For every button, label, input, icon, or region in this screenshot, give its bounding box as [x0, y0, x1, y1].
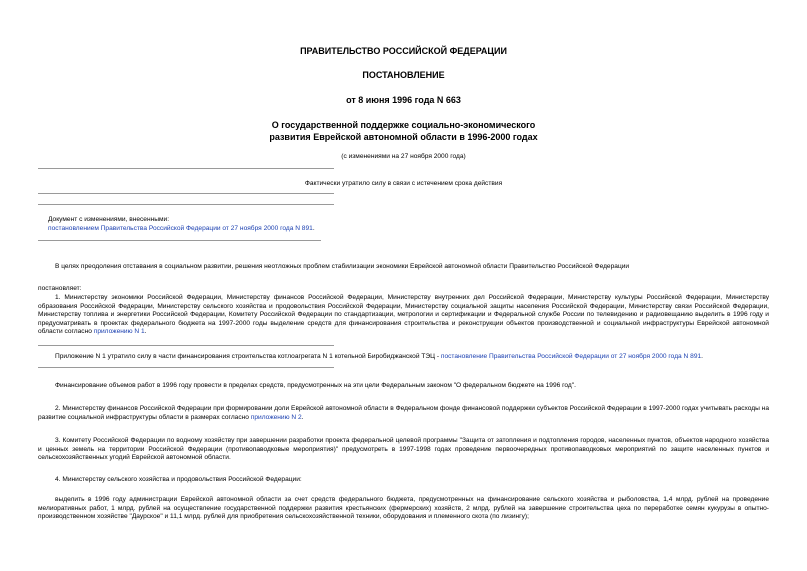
amendments-note: (с изменениями на 27 ноября 2000 года)	[341, 153, 466, 160]
title-line-1: О государственной поддержке социально-экономического	[271, 120, 536, 130]
title-line-2: развития Еврейской автономной области в 1996-2000 годах	[269, 132, 538, 142]
paragraph-4: 4. Министерству сельского хозяйства и продовольствия Российской Федерации:	[55, 476, 302, 483]
decree-word: постановляет:	[38, 285, 82, 292]
paragraph-2-text: 2. Министерству финансов Российской Федерации при формировании доли Еврейской автономной области в Федеральном фонде финансовой поддержки субъектов Российской Федерации в 1997-2000 годах учитывать расходы на развитие социальной инфраструктуры области в размерах согласно	[38, 405, 769, 421]
paragraph-4a: выделить в 1996 году администрации Еврейской автономной области за счет средств федерального бюджета, предусмотренных на финансирование сельского хозяйства и рыболовства, 1,4 млрд. рублей на проведение мелиоративных работ, 1 млрд. рублей на осуществление государственной поддержки развития крестьянских (фермерских) хозяйств, 2 млрд. рублей на завершение строительства цеха по переработке семян кукурузы в опытно-производственном хозяйстве "Даурское" и 11,1 млрд. рублей для приобретения сельскохозяйственной техники, оборудования и племенного скота (по лизингу);	[38, 496, 769, 521]
paragraph-2-end: .	[301, 413, 304, 421]
annex-note-text: Приложение N 1 утратило силу в части финансирования строительства котлоагрегата N 1 котельной Биробиджанской ТЭЦ -	[55, 353, 441, 360]
funding-1996: Финансирование объемов работ в 1996 году провести в пределах средств, предусмотренных на эти цели Федеральным законом "О федеральном бюджете на 1996 год".	[55, 382, 576, 389]
divider	[38, 367, 334, 368]
paragraph-3: 3. Комитету Российской Федерации по водному хозяйству при завершении разработки проекта федеральной целевой программы "Защита от затопления и подтопления городов, населенных пунктов, объектов народного хозяйства и ценных земель на территории Российской Федерации (противопаводковые мероприятия)" предусмотреть в 1997-1998 годах проведение первоочередных противопаводковых мероприятий по защите населенных пунктов и сельскохозяйственных угодий Еврейской автономной области.	[38, 437, 769, 462]
status-note: Фактически утратило силу в связи с истечением срока действия	[304, 180, 503, 187]
amended-by-end: .	[312, 225, 315, 232]
divider	[38, 345, 334, 346]
preamble: В целях преодоления отставания в социальном развитии, решения неотложных проблем стабилизации экономики Еврейской автономной области Правительство Российской Федерации	[55, 263, 630, 270]
amending-decree-link[interactable]: постановлением Правительства Российской Федерации от 27 ноября 2000 года N 891	[48, 225, 313, 232]
date-number-heading: от 8 июня 1996 года N 663	[346, 95, 461, 105]
paragraph-1-end: .	[144, 328, 147, 336]
amended-by-intro: Документ с изменениями, внесенными:	[48, 216, 170, 223]
divider	[38, 240, 321, 241]
annex-2-link[interactable]: приложению N 2	[250, 413, 302, 421]
doc-type-heading: ПОСТАНОВЛЕНИЕ	[362, 70, 445, 80]
paragraph-1-text: 1. Министерству экономики Российской Федерации, Министерству финансов Российской Федерации, Министерству внутренних дел Российской Федерации, Министерству культуры Российской Федерации, Министерству образования Российской Федерации, Министерству сельского хозяйства и продовольствия Российской Федерации, Министерству социальной защиты населения Российской Федерации, Министерству связи Российской Федерации, Министерству топлива и энергетики Российской Федерации, Комитету Российской Федерации по стандартизации, метрологии и сертификации и Федеральной службе России по телевидению и радиовещанию выделить в 1996 году и предусматривать в проектах федерального бюджета на 1997-2000 годы выделение средств для финансирования строительства и реконструкции объектов производственной и социальной инфраструктуры Еврейской автономной области согласно	[38, 294, 769, 336]
annex-note-end: .	[701, 353, 703, 360]
divider	[38, 204, 334, 205]
divider	[38, 193, 334, 194]
annex-1-link[interactable]: приложению N 1	[93, 328, 145, 336]
annex-note-link[interactable]: постановление Правительства Российской Федерации от 27 ноября 2000 года N 891	[440, 353, 702, 360]
annex-note	[55, 353, 785, 362]
paragraph-1	[38, 294, 769, 337]
paragraph-2	[38, 405, 769, 422]
government-heading: ПРАВИТЕЛЬСТВО РОССИЙСКОЙ ФЕДЕРАЦИИ	[300, 46, 507, 56]
amended-by-line	[48, 225, 748, 234]
divider	[38, 168, 334, 169]
